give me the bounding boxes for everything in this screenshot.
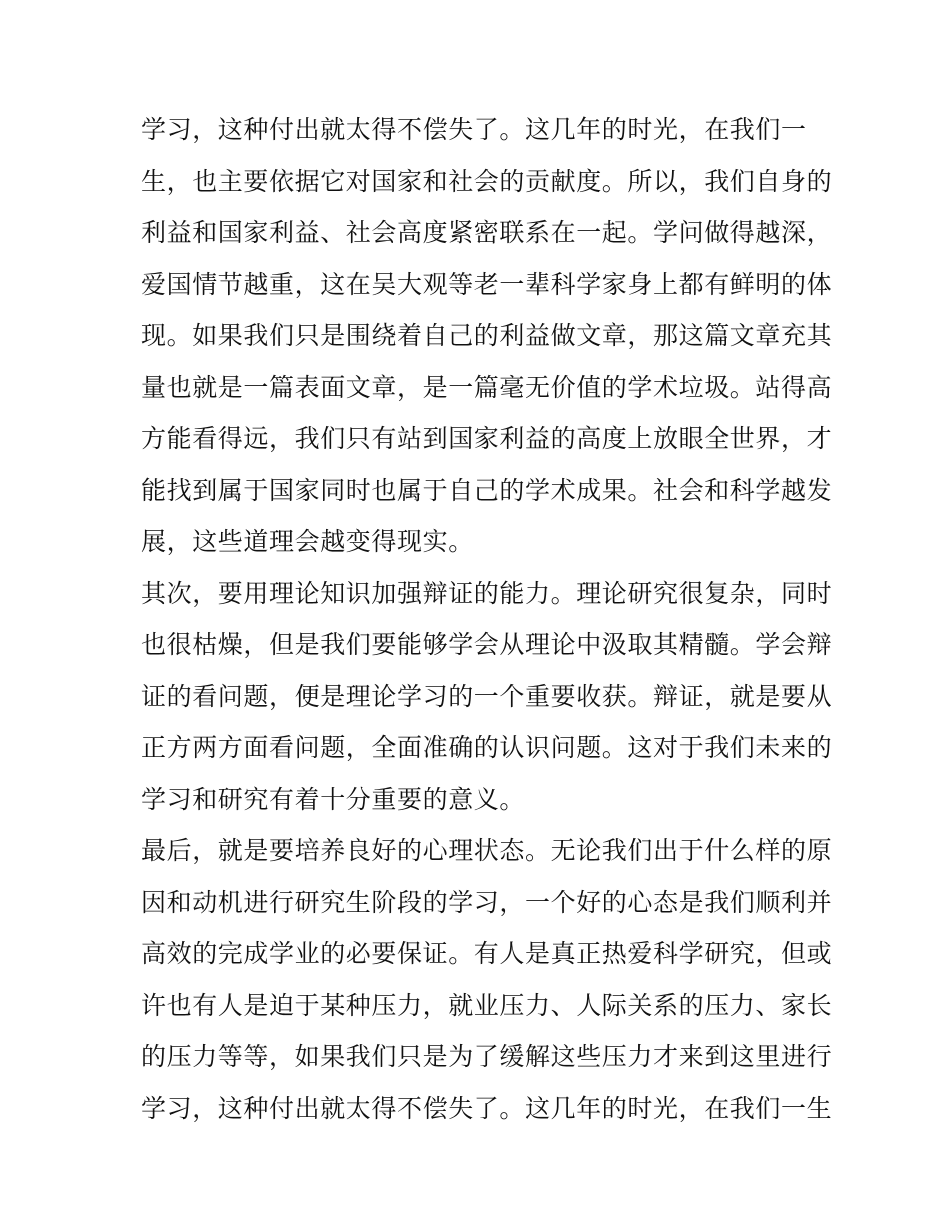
text-line: 爱国情节越重，这在吴大观等老一辈科学家身上都有鲜明的体 [141, 269, 833, 299]
text-line: 证的看问题，便是理论学习的一个重要收获。辩证，就是要从 [141, 681, 833, 711]
text-line: 量也就是一篇表面文章，是一篇毫无价值的学术垃圾。站得高 [141, 372, 833, 402]
text-line: 学习，这种付出就太得不偿失了。这几年的时光，在我们一生 [141, 1093, 833, 1123]
text-line: 展，这些道理会越变得现实。 [141, 527, 474, 556]
text-line: 能找到属于国家同时也属于自己的学术成果。社会和科学越发 [141, 475, 833, 505]
text-line: 的压力等等，如果我们只是为了缓解这些压力才来到这里进行 [141, 1042, 833, 1071]
text-line: 正方两方面看问题，全面准确的认识问题。这对于我们未来的 [141, 733, 833, 762]
text-line: 其次，要用理论知识加强辩证的能力。理论研究很复杂，同时 [141, 578, 833, 608]
text-line: 高效的完成学业的必要保证。有人是真正热爱科学研究，但或 [141, 939, 833, 968]
text-line: 许也有人是迫于某种压力，就业压力、人际关系的压力、家长 [141, 990, 833, 1020]
body-text [141, 104, 833, 1134]
text-line: 现。如果我们只是围绕着自己的利益做文章，那这篇文章充其 [141, 321, 833, 350]
text-line: 学习和研究有着十分重要的意义。 [141, 784, 526, 814]
text-line: 学习，这种付出就太得不偿失了。这几年的时光，在我们一 [141, 115, 807, 144]
text-line: 也很枯燥，但是我们要能够学会从理论中汲取其精髓。学会辩 [141, 630, 833, 659]
text-line: 因和动机进行研究生阶段的学习，一个好的心态是我们顺利并 [141, 887, 833, 917]
text-line: 利益和国家利益、社会高度紧密联系在一起。学问做得越深， [141, 218, 833, 247]
text-line: 生，也主要依据它对国家和社会的贡献度。所以，我们自身的 [141, 166, 833, 196]
text-line: 方能看得远，我们只有站到国家利益的高度上放眼全世界，才 [141, 424, 833, 453]
text-line: 最后，就是要培养良好的心理状态。无论我们出于什么样的原 [141, 836, 833, 865]
